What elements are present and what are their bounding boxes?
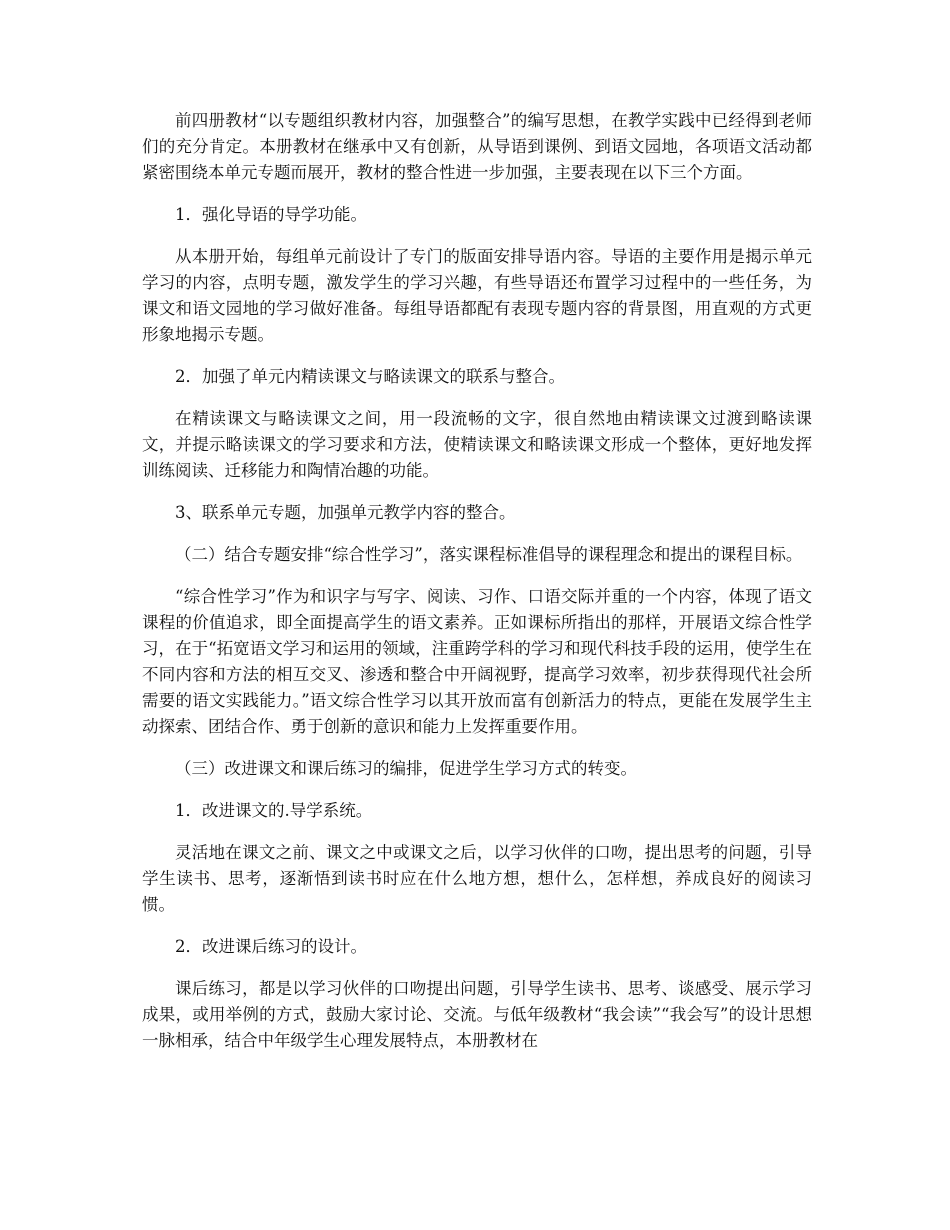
- section-3-point-2-paragraph: 课后练习，都是以学习伙伴的口吻提出问题，引导学生读书、思考、谈感受、展示学习成果，或用举例的方式，鼓励大家讨论、交流。与低年级教材“我会读”“我会写”的设计思想一脉相承，结合中年级学生心理发展特点，本册教材在: [142, 979, 812, 1050]
- section-3-point-2-heading: 2．改进课后练习的设计。: [175, 937, 367, 956]
- point-2-heading: 2．加强了单元内精读课文与略读课文的联系与整合。: [175, 367, 565, 386]
- point-1-heading: 1．强化导语的导学功能。: [175, 205, 367, 224]
- point-2-paragraph: 在精读课文与略读课文之间，用一段流畅的文字，很自然地由精读课文过渡到略读课文，并提示略读课文的学习要求和方法，使精读课文和略读课文形成一个整体，更好地发挥训练阅读、迁移能力和陶情冶趣的功能。: [142, 409, 812, 480]
- section-3-point-1-paragraph: 灵活地在课文之前、课文之中或课文之后，以学习伙伴的口吻，提出思考的问题，引导学生读书、思考，逐渐悟到读书时应在什么地方想，想什么，怎样想，养成良好的阅读习惯。: [142, 843, 812, 914]
- document-body: [142, 108, 812, 1054]
- section-3-heading: （三）改进课文和课后练习的编排，促进学生学习方式的转变。: [175, 759, 637, 778]
- section-2-heading: （二）结合专题安排“综合性学习”，落实课程标准倡导的课程理念和提出的课程目标。: [175, 545, 803, 564]
- intro-paragraph: 前四册教材“以专题组织教材内容，加强整合”的编写思想，在教学实践中已经得到老师们的充分肯定。本册教材在继承中又有创新，从导语到课例、到语文园地，各项语文活动都紧密围绕本单元专题而展开，教材的整合性进一步加强，主要表现在以下三个方面。: [142, 111, 812, 182]
- section-3-point-1-heading: 1．改进课文的.导学系统。: [175, 801, 373, 820]
- point-3-heading: 3、联系单元专题，加强单元教学内容的整合。: [175, 503, 516, 522]
- point-1-paragraph: 从本册开始，每组单元前设计了专门的版面安排导语内容。导语的主要作用是揭示单元学习的内容，点明专题，激发学生的学习兴趣，有些导语还布置学习过程中的一些任务，为课文和语文园地的学习做好准备。每组导语都配有表现专题内容的背景图，用直观的方式更形象地揭示专题。: [142, 247, 812, 344]
- section-2-paragraph: “综合性学习”作为和识字与写字、阅读、习作、口语交际并重的一个内容，体现了语文课程的价值追求，即全面提高学生的语文素养。正如课标所指出的那样，开展语文综合性学习，在于“拓宽语文学习和运用的领域，注重跨学科的学习和现代科技手段的运用，使学生在不同内容和方法的相互交叉、渗透和整合中开阔视野，提高学习效率，初步获得现代社会所需要的语文实践能力。”语文综合性学习以其开放而富有创新活力的特点，更能在发展学生主动探索、团结合作、勇于创新的意识和能力上发挥重要作用。: [142, 587, 812, 736]
